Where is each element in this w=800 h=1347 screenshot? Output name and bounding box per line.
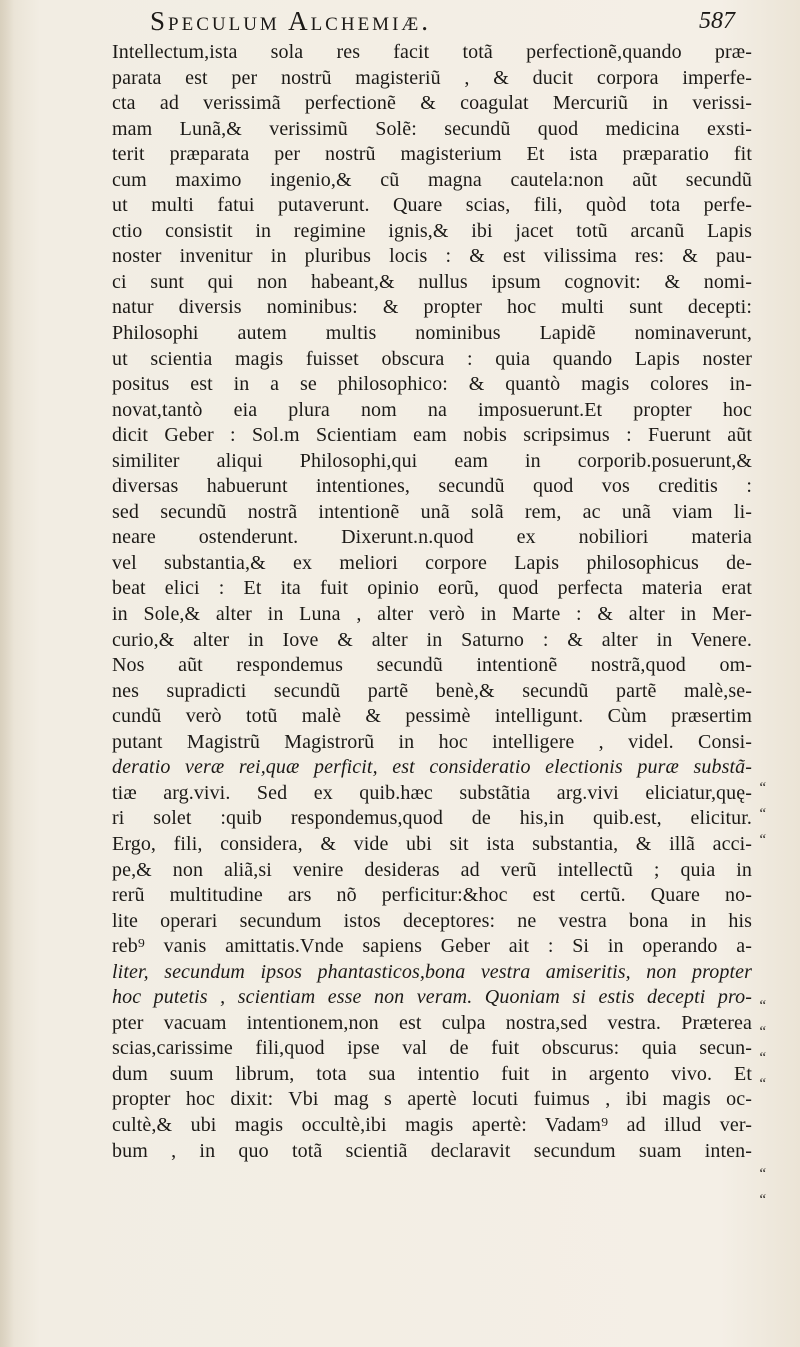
margin-quote: “ xyxy=(758,1024,767,1040)
text-line: ci sunt qui non habeant,& nullus ipsum cognovit: & nomi- xyxy=(112,270,752,293)
margin-quote: “ xyxy=(758,1192,767,1208)
text-line-italic: deratio veræ rei,quæ perficit, est consideratio electionis puræ substã- xyxy=(112,756,752,779)
page-header xyxy=(150,6,750,38)
text-line: cultè,& ubi magis occultè,ibi magis apertè: Vadam⁹ ad illud ver- xyxy=(112,1113,752,1136)
text-line: Intellectum,ista sola res facit totã perfectionẽ,quando præ- xyxy=(112,41,752,63)
text-line: reb⁹ vanis amittatis.Vnde sapiens Geber ait : Si in operando a- xyxy=(112,935,752,958)
text-line: in Sole,& alter in Luna , alter verò in Marte : & alter in Mer- xyxy=(112,603,752,626)
margin-quote: “ xyxy=(758,1076,767,1092)
text-line: parata est per nostrũ magisteriũ , & ducit corpora imperfe- xyxy=(112,66,752,89)
text-line: propter hoc dixit: Vbi mag s apertè locuti fuimus , ibi magis oc- xyxy=(112,1088,752,1111)
text-line: putant Magistrũ Magistrorũ in hoc intelligere , videl. Consi- xyxy=(112,730,752,753)
margin-quote: “ xyxy=(758,780,767,796)
page-number: 587 xyxy=(699,8,735,34)
text-line-italic: liter, secundum ipsos phantasticos,bona vestra amiseritis, non propter xyxy=(112,960,752,983)
text-line: cum maximo ingenio,& cũ magna cautela:non aũt secundũ xyxy=(112,168,752,191)
text-line: neare ostenderunt. Dixerunt.n.quod ex nobiliori materia xyxy=(112,526,752,549)
text-line: pe,& non aliã,si venire desideras ad verũ intellectũ ; quia in xyxy=(112,858,752,881)
text-line: scias,carissime fili,quod ipse val de fuit obscurus: quia secun- xyxy=(112,1037,752,1060)
text-line: positus est in a se philosophico: & quantò magis colores in- xyxy=(112,373,752,396)
text-line: curio,& alter in Iove & alter in Saturno : & alter in Venere. xyxy=(112,628,752,651)
text-line: beat elici : Et ita fuit opinio eorũ, quod perfecta materia erat xyxy=(112,577,752,600)
margin-quote: “ xyxy=(758,998,767,1014)
text-line: lite operari secundum istos deceptores: ne vestra bona in his xyxy=(112,909,752,932)
text-line: rerũ multitudine ars nõ perficitur:&hoc est certũ. Quare no- xyxy=(112,884,752,907)
text-line-italic: hoc putetis , scientiam esse non veram. Quoniam si estis decepti pro- xyxy=(112,986,752,1009)
text-line: dum suum librum, tota sua intentio fuit in argento vivo. Et xyxy=(112,1062,752,1085)
text-line: mam Lunã,& verissimũ Solẽ: secundũ quod medicina exsti- xyxy=(112,117,752,140)
text-line: ctio consistit in regimine ignis,& ibi jacet totũ arcanũ Lapis xyxy=(112,219,752,242)
text-line: similiter aliqui Philosophi,qui eam in corporib.posuerunt,& xyxy=(112,449,752,472)
text-line: cta ad verissimã perfectionẽ & coagulat Mercuriũ in verissi- xyxy=(112,92,752,115)
text-line: Philosophi autem multis nominibus Lapidẽ nominaverunt, xyxy=(112,322,752,345)
text-line: novat,tantò eia plura nom na imposuerunt.Et propter hoc xyxy=(112,398,752,421)
text-line: terit præparata per nostrũ magisterium Et ista præparatio fit xyxy=(112,143,752,166)
text-line: diversas habuerunt intentiones, secundũ quod vos creditis : xyxy=(112,475,752,498)
text-line: tiæ arg.vivi. Sed ex quib.hæc substãtia arg.vivi eliciatur,quę- xyxy=(112,781,752,804)
gutter-shadow xyxy=(0,0,14,1347)
margin-quote: “ xyxy=(758,1050,767,1066)
text-line: sed secundũ nostrã intentionẽ unã solã rem, ac unã viam li- xyxy=(112,500,752,523)
text-line: ut multi fatui putaverunt. Quare scias, fili, quòd tota perfe- xyxy=(112,194,752,217)
margin-quote: “ xyxy=(758,832,767,848)
text-line: Ergo, fili, considera, & vide ubi sit ista substantia, & illã acci- xyxy=(112,832,752,855)
text-line: pter vacuam intentionem,non est culpa nostra,sed vestra. Præterea xyxy=(112,1011,752,1034)
text-line: dicit Geber : Sol.m Scientiam eam nobis scripsimus : Fuerunt aũt xyxy=(112,424,752,447)
text-line: ut scientia magis fuisset obscura : quia quando Lapis noster xyxy=(112,347,752,370)
text-line: nes supradicti secundũ partẽ benè,& secundũ partẽ malè,se- xyxy=(112,679,752,702)
margin-quote: “ xyxy=(758,806,767,822)
margin-quote: “ xyxy=(758,1166,767,1182)
text-line: bum , in quo totã scientiã declaravit secundum suam inten- xyxy=(112,1139,752,1162)
text-line: vel substantia,& ex meliori corpore Lapis philosophicus de- xyxy=(112,551,752,574)
running-title: Speculum Alchemiæ. xyxy=(150,6,432,36)
text-line: cundũ verò totũ malè & pessimè intelligunt. Cùm præsertim xyxy=(112,705,752,728)
text-line: ri solet :quib respondemus,quod de his,in quib.est, elicitur. xyxy=(112,807,752,830)
text-line: noster invenitur in pluribus locis : & est vilissima res: & pau- xyxy=(112,245,752,268)
body-text xyxy=(112,40,752,1164)
text-line: Nos aũt respondemus secundũ intentionẽ nostrã,quod om- xyxy=(112,654,752,677)
text-line: natur diversis nominibus: & propter hoc multi sunt decepti: xyxy=(112,296,752,319)
